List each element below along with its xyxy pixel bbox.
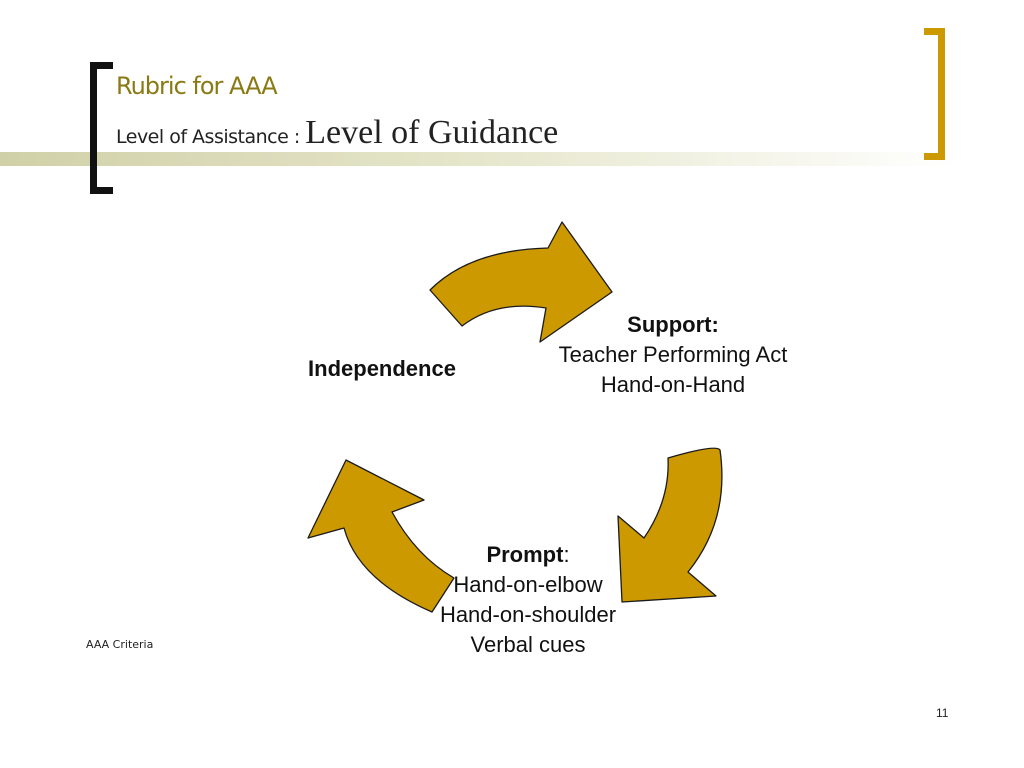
prompt-line: Hand-on-elbow: [453, 572, 603, 597]
support-line: Teacher Performing Act: [558, 342, 788, 367]
footer-text: AAA Criteria: [86, 638, 154, 651]
prompt-line: Hand-on-shoulder: [439, 602, 617, 627]
subtitle-prefix: Level of Assistance :: [116, 126, 300, 148]
node-prompt: [408, 540, 648, 660]
support-line: Hand-on-Hand: [600, 372, 746, 397]
node-independence: [286, 354, 478, 384]
independence-label: Independence: [308, 356, 456, 381]
prompt-heading-colon: :: [563, 542, 570, 567]
prompt-heading: [408, 540, 648, 570]
node-support: [532, 310, 814, 400]
page-number: 11: [936, 706, 949, 720]
prompt-line: Verbal cues: [470, 632, 586, 657]
prompt-heading-text: Prompt: [486, 542, 564, 567]
subtitle-emphasis: Level of Guidance: [305, 114, 559, 151]
support-heading-text: Support:: [627, 312, 719, 337]
support-heading: [532, 310, 814, 340]
slide-title: Rubric for AAA: [116, 72, 277, 100]
